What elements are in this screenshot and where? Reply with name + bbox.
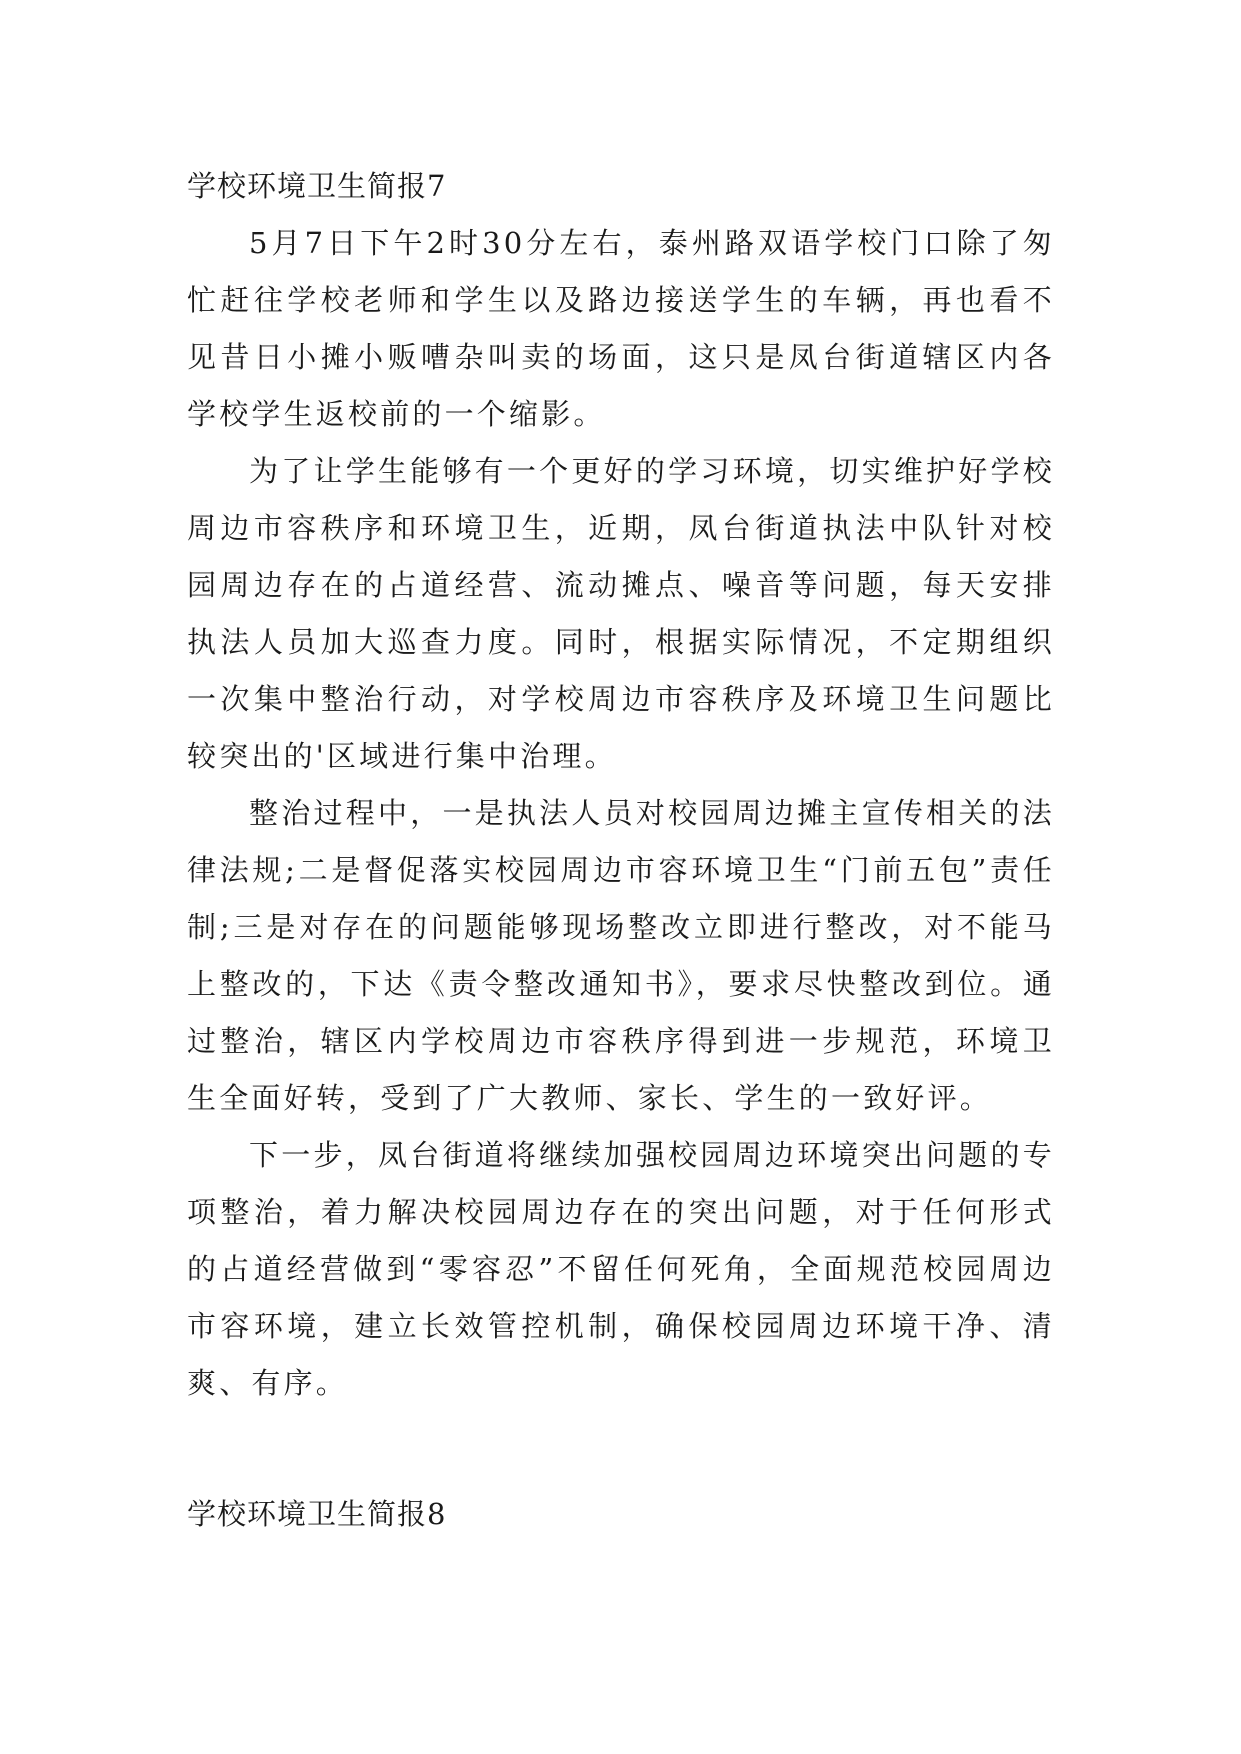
paragraph: 为了让学生能够有一个更好的学习环境，切实维护好学校周边市容秩序和环境卫生，近期，凤台街道执法中队针对校园周边存在的占道经营、流动摊点、噪音等问题，每天安排执法人员加大巡查力度。同时，根据实际情况，不定期组织一次集中整治行动，对学校周边市容秩序及环境卫生问题比较突出的'区域进行集中治理。 [187, 454, 1055, 773]
paragraph: 5月7日下午2时30分左右，泰州路双语学校门口除了匆忙赶往学校老师和学生以及路边接送学生的车辆，再也看不见昔日小摊小贩嘈杂叫卖的场面，这只是凤台街道辖区内各学校学生返校前的一个缩影。 [187, 226, 1055, 431]
paragraph: 下一步，凤台街道将继续加强校园周边环境突出问题的专项整治，着力解决校园周边存在的突出问题，对于任何形式的占道经营做到“零容忍”不留任何死角，全面规范校园周边市容环境，建立长效管控机制，确保校园周边环境干净、清爽、有序。 [187, 1138, 1055, 1400]
section-heading: 学校环境卫生简报7 [187, 169, 447, 203]
paragraph: 整治过程中，一是执法人员对校园周边摊主宣传相关的法律法规;二是督促落实校园周边市容环境卫生“门前五包”责任制;三是对存在的问题能够现场整改立即进行整改，对不能马上整改的，下达《责令整改通知书》，要求尽快整改到位。通过整治，辖区内学校周边市容秩序得到进一步规范，环境卫生全面好转，受到了广大教师、家长、学生的一致好评。 [187, 796, 1055, 1115]
document-body [187, 158, 1055, 1412]
section-heading: 学校环境卫生简报8 [187, 1497, 447, 1531]
